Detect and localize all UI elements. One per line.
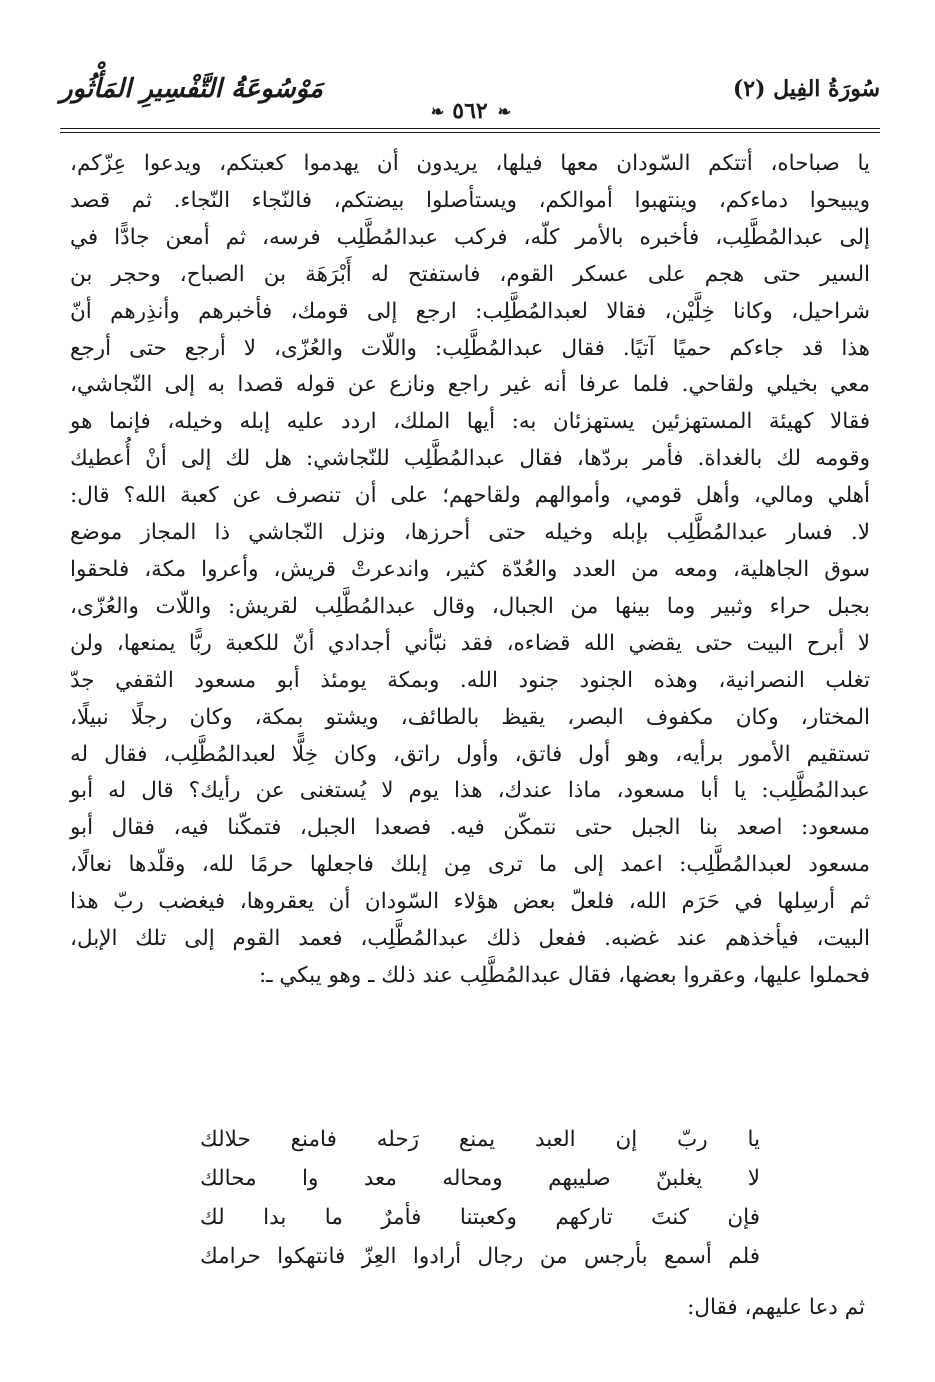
poem-verse: فإن كنتَ تاركهم وكعبتنا فأمرٌ ما بدا لك: [200, 1205, 760, 1230]
header-rule-bottom: [60, 132, 880, 133]
body-line: مسعود: اصعد بنا الجبل حتى نتمكّن فيه. فصعدا الجبل، فتمكّنا فيه، فقال أبو: [70, 815, 870, 841]
body-line: تغلب النصرانية، وهذه الجنود جنود الله. وبمكة يومئذ أبو مسعود الثقفي جدّ: [70, 667, 870, 693]
body-line: يا صباحاه، أتتكم السّودان معها فيلها، يريدون أن يهدموا كعبتكم، ويدعوا عِزّكم،: [70, 151, 870, 176]
body-line: أهلي ومالي، وأهل قومي، وأموالهم ولقاحهم؛ على أن تنصرف عن كعبة الله؟ قال:: [70, 483, 870, 509]
body-line: لا أبرح البيت حتى يقضي الله قضاءه، فقد نبّأني أجدادي أنّ للكعبة ربًّا يمنعها، ولن: [70, 630, 870, 656]
body-line: ثم أرسِلها في حَرَم الله، فلعلّ بعض هؤلاء السّودان أن يعقروها، فيغضب ربّ هذا: [70, 889, 870, 915]
header-rule-top: [60, 128, 880, 129]
body-line: المختار، وكان مكفوف البصر، يقيظ بالطائف، ويشتو بمكة، وكان رجلًا نبيلًا،: [70, 704, 870, 730]
body-line: هذا قد جاءكم حميًا آتيًا. فقال عبدالمُطَّلِب: واللّات والعُزّى، لا أرجع حتى أرجع: [70, 335, 870, 361]
page-number: ٥٦٢: [452, 98, 488, 124]
surah-title: سُورَةُ الفِيل (٢): [732, 76, 880, 102]
page-header: [60, 68, 880, 128]
body-line: تستقيم الأمور برأيه، وهو أول فاتق، وأول راتق، وكان خِلًّا لعبدالمُطَّلِب، فقال له: [70, 741, 870, 767]
body-line: عبدالمُطَّلِب: يا أبا مسعود، ماذا عندك، هذا يوم لا يُستغنى عن رأيك؟ قال له أبو: [70, 778, 870, 804]
body-line: سوق الجاهلية، ومعه من العدد والعُدّة كثير، واندعرتْ قريش، وأعروا مكة، فلحقوا: [70, 556, 870, 582]
body-line: مسعود لعبدالمُطَّلِب: اعمد إلى ما ترى مِن إبلك فاجعلها حرمًا لله، وقلّدها نعالًا،: [70, 852, 870, 878]
closing-line: ثم دعا عليهم، فقال:: [687, 1295, 865, 1320]
ornament-left-icon: ❧: [430, 101, 443, 121]
body-line: ويبيحوا دماءكم، وينتهبوا أموالكم، ويستأصلوا بيضتكم، فالنّجاء النّجاء. ثم قصد: [70, 187, 870, 213]
body-line: السير حتى هجم على عسكر القوم، فاستفتح له أَبْرَهَة بن الصباح، وحجر بن: [70, 261, 870, 287]
page-number-group: [431, 98, 509, 124]
poem-verse: يا ربّ إن العبد يمنع رَحله فامنع حلالك: [200, 1127, 760, 1152]
body-line: البيت، فيأخذهم عند غضبه. ففعل ذلك عبدالمُطَّلِب، فعمد القوم إلى تلك الإبل،: [70, 926, 870, 952]
body-line: بجبل حراء وثبير وما بينها من الجبال، وقال عبدالمُطَّلِب لقريش: واللّات والعُزّى،: [70, 593, 870, 619]
poem: [200, 1120, 760, 1276]
body-line: فحملوا عليها، وعقروا بعضها، فقال عبدالمُطَّلِب عند ذلك ـ وهو يبكي ـ:: [258, 962, 870, 988]
body-paragraph: [70, 146, 870, 995]
body-line: شراحيل، وكانا خِلَّيْن، فقالا لعبدالمُطَّلِب: ارجع إلى قومك، فأخبرهم وأنذِرهم أنّ: [70, 298, 870, 324]
body-line: وقومه لك بالغداة. فأمر بردّها، فقال عبدالمُطَّلِب للنّجاشي: هل لك إلى أنْ أُعطيك: [70, 446, 870, 472]
body-line: إلى عبدالمُطَّلِب، فأخبره بالأمر كلّه، فركب عبدالمُطَّلِب فرسه، ثم أمعن جادًّا في: [70, 224, 870, 250]
book-title: مَوْسُوعَةُ التَّفْسِيرِ المَأْثُور: [60, 74, 323, 104]
poem-verse: لا يغلبنّ صليبهم ومحاله معد وا محالك: [200, 1166, 760, 1191]
body-line: لا. فسار عبدالمُطَّلِب بإبله وخيله حتى أحرزها، ونزل النّجاشي ذا المجاز موضع: [70, 520, 870, 546]
body-line: فقالا كهيئة المستهزئين يستهزئان به: أيها الملك، اردد عليه إبله وخيله، فإنما هو: [70, 409, 870, 435]
poem-verse: فلم أسمع بأرجس من رجال أرادوا العِزّ فانتهكوا حرامك: [200, 1244, 760, 1269]
body-line: معي بخيلي ولقاحي. فلما عرفا أنه غير راجع ونازع عن قوله قصدا به إلى النّجاشي،: [70, 372, 870, 398]
ornament-right-icon: ❧: [497, 101, 510, 121]
